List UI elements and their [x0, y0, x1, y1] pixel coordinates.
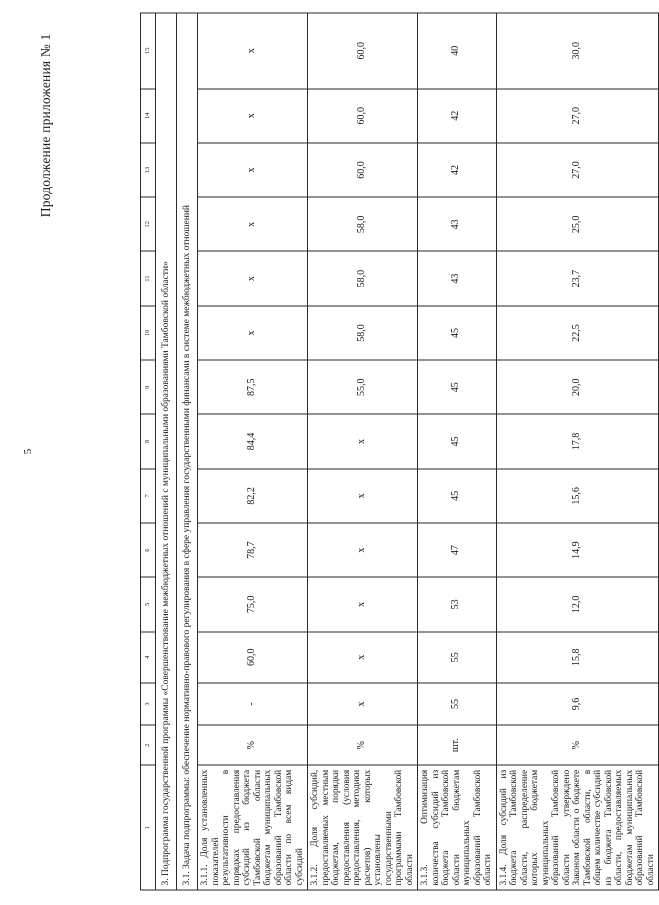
indicator-unit: %: [308, 725, 418, 765]
value-cell: х: [198, 306, 308, 360]
indicator-unit: шт.: [418, 725, 497, 765]
table-row: [198, 13, 308, 890]
value-cell: 45: [418, 469, 497, 523]
value-cell: х: [198, 89, 308, 143]
table-row: [308, 13, 418, 890]
column-header: 5: [141, 577, 156, 631]
column-header: 12: [141, 197, 156, 251]
value-cell: 58,0: [308, 251, 418, 305]
indicator-name: 3.1.1. Доля установленных показателей результативности в порядках предоставления субсидий из бюджета Тамбовской области бюджетам муниципальных образований Тамбовской области по всем видам субсидий: [198, 765, 308, 890]
page-number: 5: [22, 448, 34, 455]
value-cell: х: [308, 577, 418, 631]
value-cell: 45: [418, 414, 497, 468]
column-header: 1: [141, 765, 156, 890]
value-cell: 55: [418, 632, 497, 683]
column-header: 13: [141, 143, 156, 197]
appendix-title: Продолжение приложения № 1: [38, 33, 53, 218]
value-cell: 30,0: [496, 13, 659, 89]
value-cell: 42: [418, 89, 497, 143]
table-row: [418, 13, 497, 890]
value-cell: х: [198, 143, 308, 197]
indicator-name: 3.1.4. Доля субсидий из бюджета Тамбовской области, распределение которых бюджетам муниципальных образований Тамбовской области утверждено Законом области о бюджете Тамбовской области, в общем количестве субсидий из бюджета Тамбовской области, предоставляемых бюджетам муниципальных образований Тамбовской области: [496, 765, 659, 890]
value-cell: х: [308, 632, 418, 683]
value-cell: х: [308, 683, 418, 725]
indicator-unit: %: [198, 725, 308, 765]
section-title: 3. Подпрограмма государственной программы «Совершенствование межбюджетных отношений с муниципальными образованиями Тамбовской области»: [156, 13, 177, 890]
value-cell: 60,0: [308, 13, 418, 89]
column-header: 3: [141, 683, 156, 725]
indicator-unit: %: [496, 725, 659, 765]
column-header: 15: [141, 13, 156, 89]
indicator-name: 3.1.3. Оптимизация количества субсидий из бюджета Тамбовской области бюджетам муниципальных образований Тамбовской области: [418, 765, 497, 890]
value-cell: 58,0: [308, 197, 418, 251]
value-cell: 22,5: [496, 306, 659, 360]
value-cell: 78,7: [198, 523, 308, 577]
value-cell: 75,0: [198, 577, 308, 631]
value-cell: 45: [418, 306, 497, 360]
value-cell: 42: [418, 143, 497, 197]
value-cell: х: [198, 13, 308, 89]
value-cell: 60,0: [308, 143, 418, 197]
task-title-row: [177, 13, 198, 890]
value-cell: 9,6: [496, 683, 659, 725]
column-header: 9: [141, 360, 156, 414]
value-cell: 15,8: [496, 632, 659, 683]
value-cell: х: [308, 414, 418, 468]
indicators-table: [140, 13, 659, 891]
value-cell: 23,7: [496, 251, 659, 305]
value-cell: 25,0: [496, 197, 659, 251]
value-cell: 27,0: [496, 89, 659, 143]
column-header: 2: [141, 725, 156, 765]
value-cell: 20,0: [496, 360, 659, 414]
section-title-row: [156, 13, 177, 890]
column-header: 8: [141, 414, 156, 468]
value-cell: 58,0: [308, 306, 418, 360]
column-header: 4: [141, 632, 156, 683]
value-cell: 43: [418, 251, 497, 305]
value-cell: х: [198, 251, 308, 305]
value-cell: -: [198, 683, 308, 725]
value-cell: 43: [418, 197, 497, 251]
column-header: 11: [141, 251, 156, 305]
table-row: [496, 13, 659, 890]
value-cell: 53: [418, 577, 497, 631]
column-header: 7: [141, 469, 156, 523]
value-cell: 40: [418, 13, 497, 89]
column-number-row: [141, 13, 156, 890]
value-cell: 60,0: [308, 89, 418, 143]
value-cell: 60,0: [198, 632, 308, 683]
value-cell: 82,2: [198, 469, 308, 523]
value-cell: 12,0: [496, 577, 659, 631]
indicator-name: 3.1.2. Доля субсидий, предоставляемых местным бюджетам, порядки предоставления (условия предоставления, методики расчетов) которых установлены государственными программами Тамбовской области: [308, 765, 418, 890]
value-cell: 47: [418, 523, 497, 577]
value-cell: 45: [418, 360, 497, 414]
value-cell: х: [308, 523, 418, 577]
column-header: 14: [141, 89, 156, 143]
column-header: 10: [141, 306, 156, 360]
value-cell: 55: [418, 683, 497, 725]
value-cell: 14,9: [496, 523, 659, 577]
value-cell: 15,6: [496, 469, 659, 523]
value-cell: 55,0: [308, 360, 418, 414]
value-cell: 17,8: [496, 414, 659, 468]
task-title: 3.1. Задача подпрограммы: обеспечение нормативно-правового регулирования в сфере управления государственными финансами в системе межбюджетных отношений: [177, 13, 198, 890]
value-cell: 27,0: [496, 143, 659, 197]
column-header: 6: [141, 523, 156, 577]
value-cell: 84,4: [198, 414, 308, 468]
value-cell: х: [198, 197, 308, 251]
value-cell: х: [308, 469, 418, 523]
value-cell: 87,5: [198, 360, 308, 414]
